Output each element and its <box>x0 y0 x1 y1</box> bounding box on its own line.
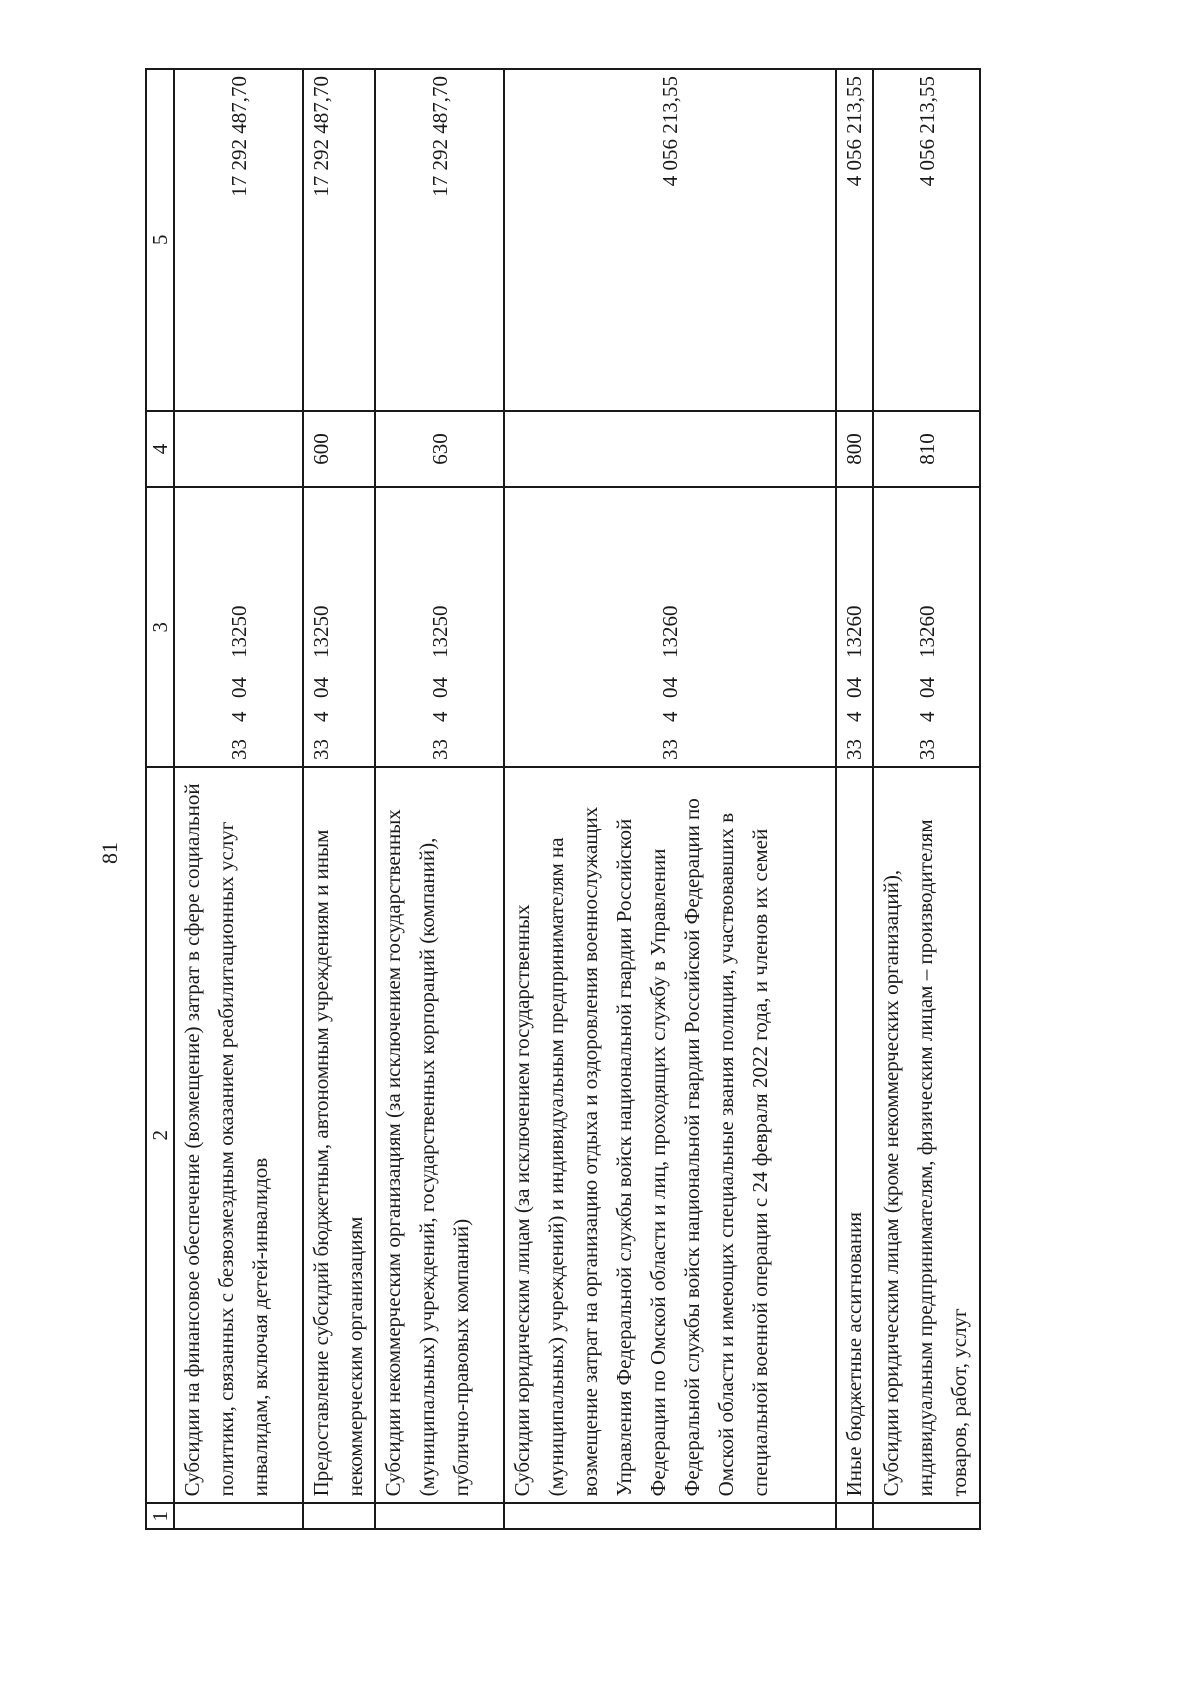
code-program: 33 <box>309 739 333 760</box>
budget-table <box>145 68 981 1530</box>
table-row <box>375 69 504 1529</box>
table-row <box>174 69 303 1529</box>
row-number-cell <box>836 1503 873 1529</box>
table-row <box>836 69 873 1529</box>
header-row <box>146 69 174 1529</box>
budget-code-cell <box>174 487 303 767</box>
description-cell: Субсидии некоммерческим организациям (за исключением государственных (муниципальных) учреждений, государственных корпораций (компаний), публично-правовых компаний) <box>375 767 504 1503</box>
budget-table-container <box>145 68 971 1530</box>
table-row <box>873 69 980 1529</box>
description-cell: Субсидии юридическим лицам (кроме некоммерческих организаций), индивидуальным предпринимателям, физическим лицам – производителям товаров, работ, услуг <box>873 767 980 1503</box>
amount-cell: 4 056 213,55 <box>504 69 836 411</box>
amount-cell: 17 292 487,70 <box>375 69 504 411</box>
budget-code-cell <box>836 487 873 767</box>
code-direction: 13260 <box>658 605 682 658</box>
budget-code-cell <box>375 487 504 767</box>
budget-code-cell <box>504 487 836 767</box>
expense-type-cell: 800 <box>836 411 873 488</box>
code-program: 33 <box>842 739 866 760</box>
code-subprogram: 4 <box>842 711 866 722</box>
description-cell: Субсидии на финансовое обеспечение (возмещение) затрат в сфере социальной политики, связанных с безвозмездным оказанием реабилитационных услуг инвалидам, включая детей-инвалидов <box>174 767 303 1503</box>
code-main-event: 04 <box>309 677 333 698</box>
expense-type-cell: 630 <box>375 411 504 488</box>
code-main-event: 04 <box>842 677 866 698</box>
code-subprogram: 4 <box>309 711 333 722</box>
expense-type-cell: 810 <box>873 411 980 488</box>
code-direction: 13260 <box>914 605 939 658</box>
code-direction: 13250 <box>226 605 251 658</box>
budget-code-cell <box>873 487 980 767</box>
row-number-cell <box>174 1503 303 1529</box>
code-program: 33 <box>914 739 939 760</box>
expense-type-cell <box>504 411 836 488</box>
code-direction: 13250 <box>309 605 333 658</box>
description-cell: Субсидии юридическим лицам (за исключением государственных (муниципальных) учреждений) и индивидуальным предпринимателям на возмещение затрат на организацию отдыха и оздоровления военнослужащих Управления Федеральной службы войск национальной гвардии Российской Федерации по Омской области и лиц, проходящих службу в Управлении Федеральной службы войск национальной гвардии Российской Федерации по Омской области и имеющих специальные звания полиции, участвовавших в специальной военной операции с 24 февраля 2022 года, и членов их семей <box>504 767 836 1503</box>
code-main-event: 04 <box>658 677 682 698</box>
code-program: 33 <box>658 739 682 760</box>
code-subprogram: 4 <box>226 711 251 722</box>
code-main-event: 04 <box>914 677 939 698</box>
row-number-cell <box>873 1503 980 1529</box>
code-subprogram: 4 <box>427 711 452 722</box>
header-col-2: 2 <box>146 767 174 1503</box>
row-number-cell <box>303 1503 375 1529</box>
header-col-3: 3 <box>146 487 174 767</box>
budget-code-cell <box>303 487 375 767</box>
code-main-event: 04 <box>427 677 452 698</box>
amount-cell: 17 292 487,70 <box>174 69 303 411</box>
code-program: 33 <box>226 739 251 760</box>
amount-cell: 4 056 213,55 <box>836 69 873 411</box>
code-direction: 13250 <box>427 605 452 658</box>
code-main-event: 04 <box>226 677 251 698</box>
description-cell: Иные бюджетные ассигнования <box>836 767 873 1503</box>
expense-type-cell <box>174 411 303 488</box>
page-number: 81 <box>97 842 122 864</box>
header-col-5: 5 <box>146 69 174 411</box>
expense-type-cell: 600 <box>303 411 375 488</box>
amount-cell: 4 056 213,55 <box>873 69 980 411</box>
code-program: 33 <box>427 739 452 760</box>
row-number-cell <box>375 1503 504 1529</box>
row-number-cell <box>504 1503 836 1529</box>
table-row <box>504 69 836 1529</box>
code-direction: 13260 <box>842 605 866 658</box>
amount-cell: 17 292 487,70 <box>303 69 375 411</box>
header-col-4: 4 <box>146 411 174 488</box>
code-subprogram: 4 <box>914 711 939 722</box>
table-row <box>303 69 375 1529</box>
header-col-1: 1 <box>146 1503 174 1529</box>
code-subprogram: 4 <box>658 711 682 722</box>
description-cell: Предоставление субсидий бюджетным, автономным учреждениям и иным некоммерческим организациям <box>303 767 375 1503</box>
